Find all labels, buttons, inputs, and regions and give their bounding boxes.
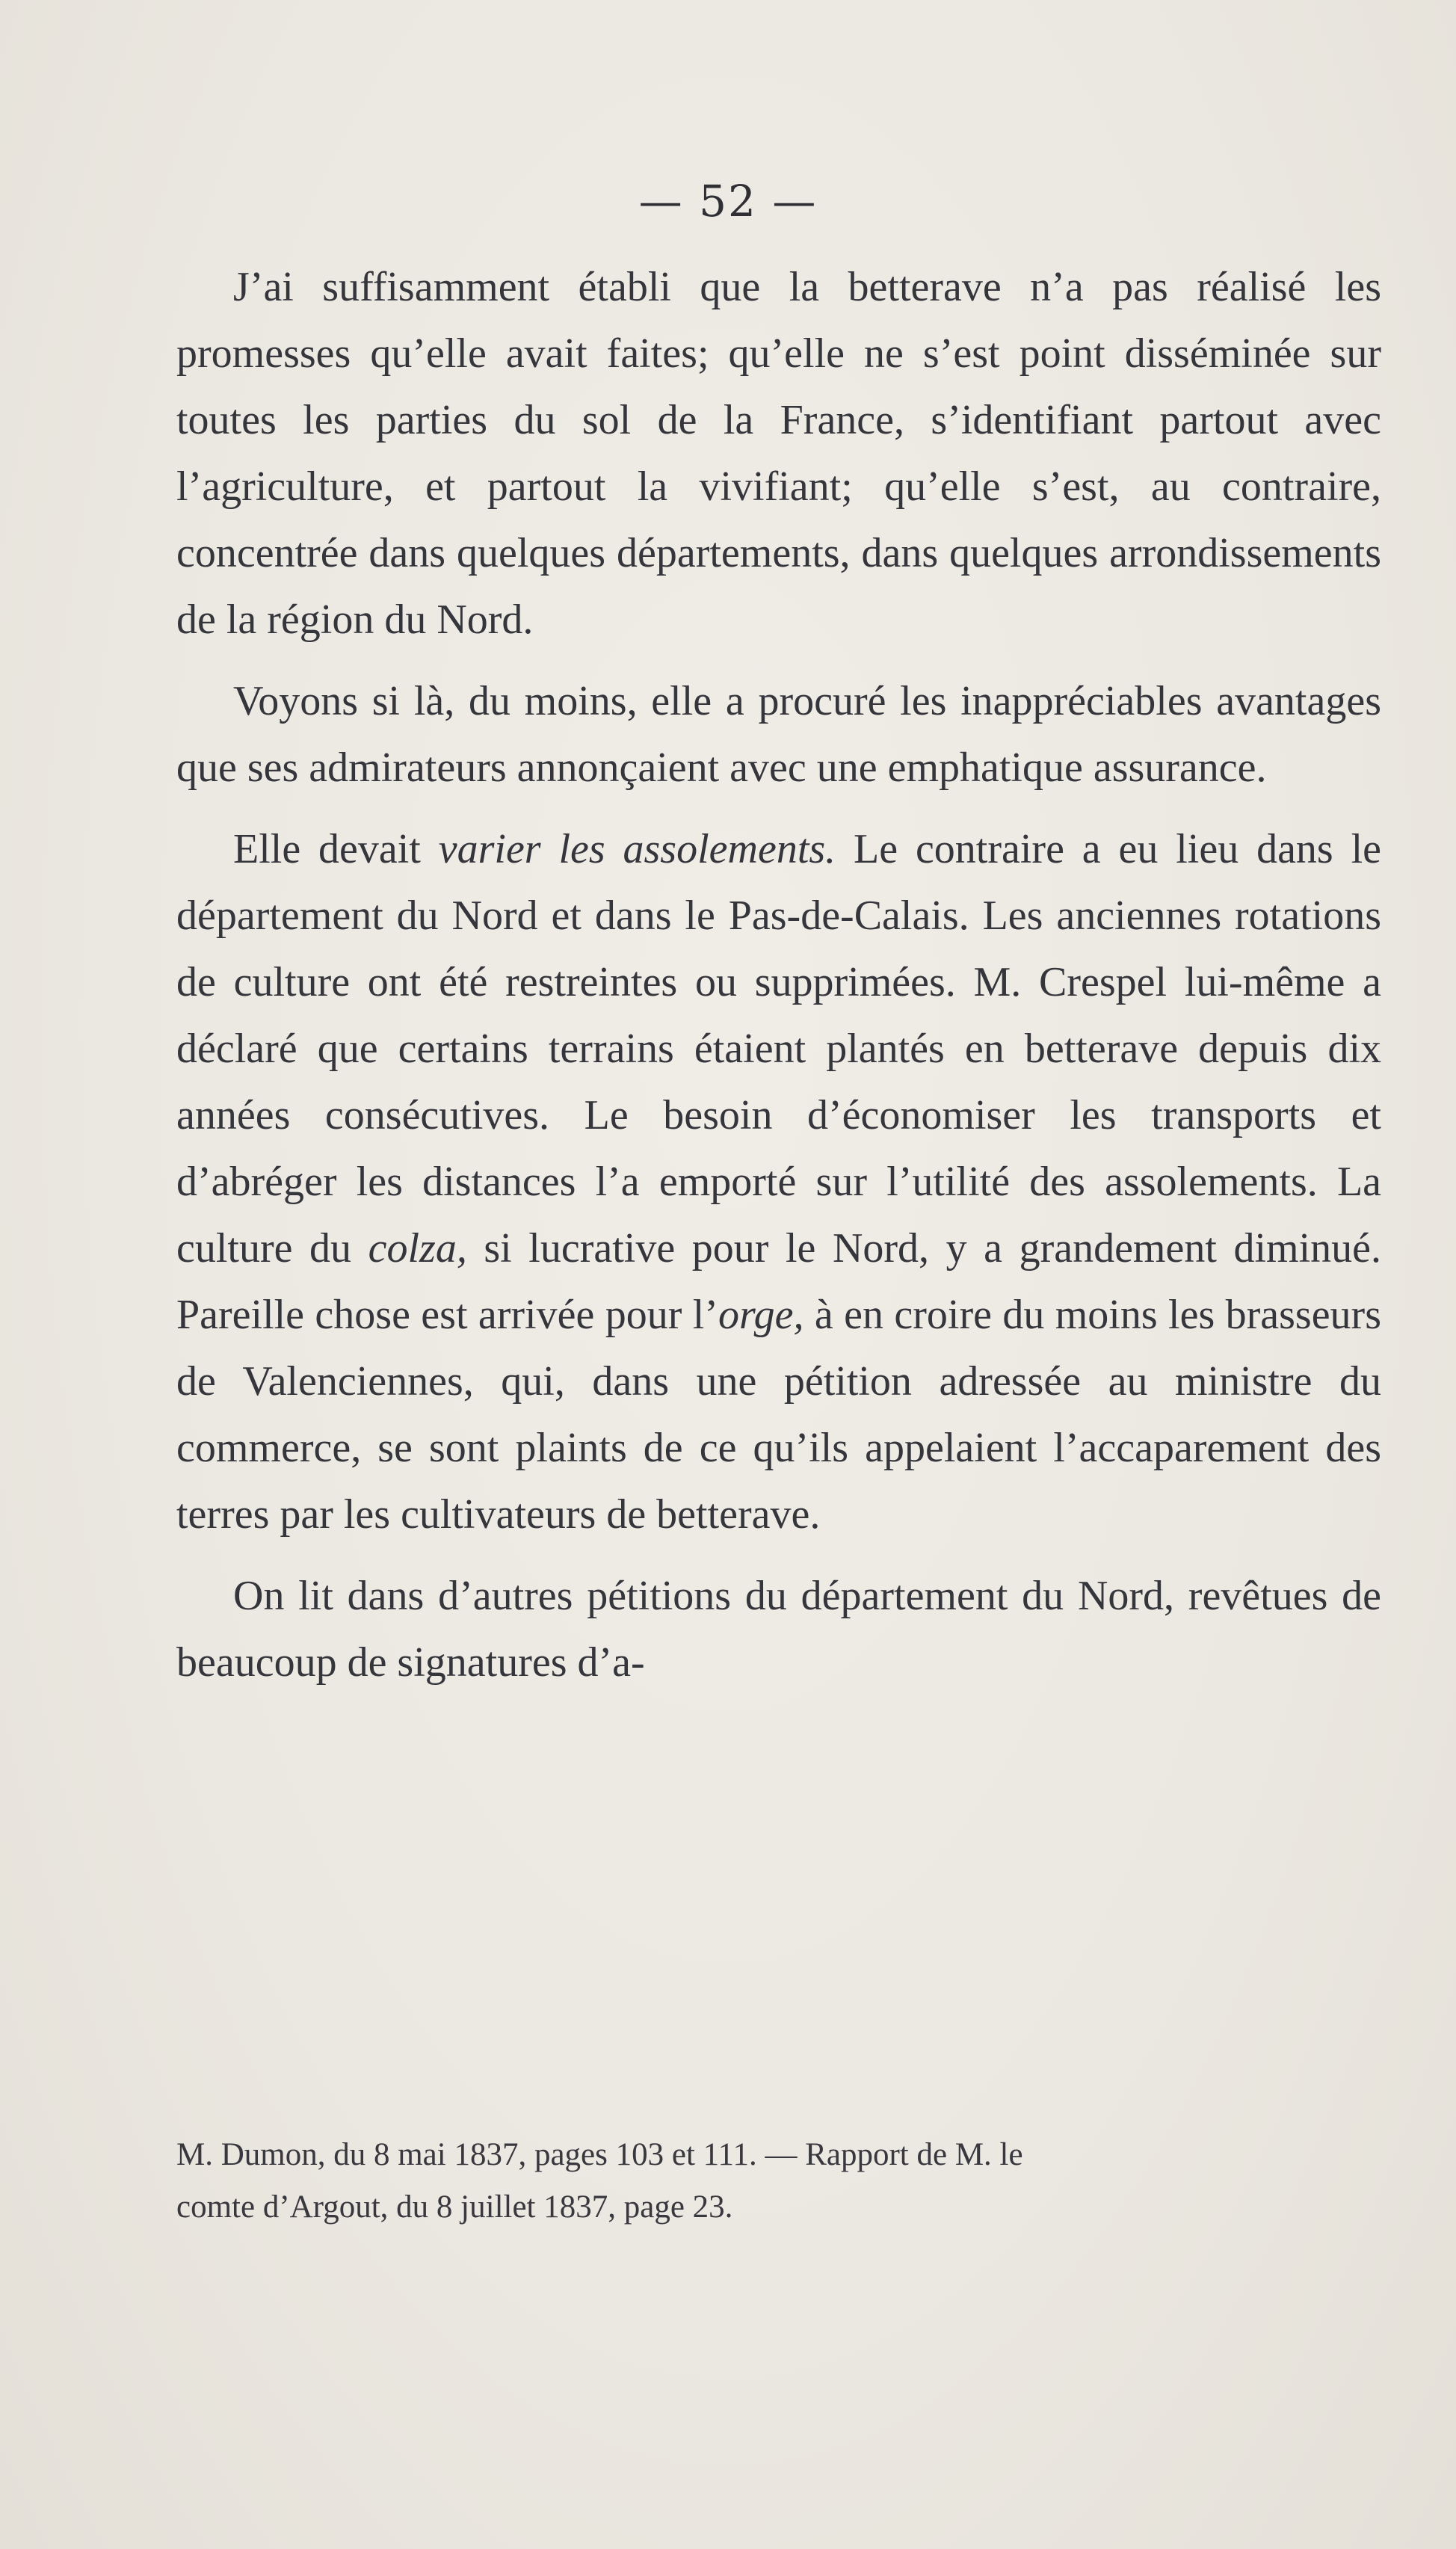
italic-orge: orge, — [718, 1292, 804, 1338]
paragraph-1: J’ai suffisamment établi que la betterave n’a pas réalisé les promesses qu’elle avait faites; qu’elle ne s’est point disséminée sur toutes les parties du sol de la France, s’identifiant partout avec l’agriculture, et partout la vivifiant; qu’elle s’est, au contraire, concentrée dans quelques départements, dans quelques arrondissements de la région du Nord. — [176, 264, 1381, 643]
footnote — [176, 2129, 1381, 2234]
body-text — [176, 254, 1381, 1711]
paragraph-3-text-e: si lucrative pour le Nord, y a grandement diminué. Pareille chose est arrivée pour l’ — [176, 1225, 1381, 1338]
paragraph-3-text-a: Elle devait — [233, 826, 439, 872]
paragraph-2: Voyons si là, du moins, elle a procuré les inappréciables avantages que ses admirateurs annonçaient avec une emphatique assurance. — [176, 678, 1381, 791]
paragraph-3-text-g: à en croire du moins les brasseurs de Valenciennes, qui, dans une pétition adressée au ministre du commerce, se sont plaints de ce qu’ils appelaient l’accaparement des terres par les cultivateurs de betterave. — [176, 1292, 1382, 1538]
footnote-line-2: comte d’Argout, du 8 juillet 1837, page 23. — [176, 2189, 733, 2225]
italic-colza: colza, — [368, 1225, 467, 1272]
paragraph-3 — [176, 816, 1381, 1548]
page-number: — 52 — — [638, 176, 818, 226]
paragraph-4: On lit dans d’autres pétitions du département du Nord, revêtues de beaucoup de signatures d’a- — [176, 1573, 1381, 1686]
paragraph-3-text-c: Le contraire a eu lieu dans le département du Nord et dans le Pas-de-Calais. Les anciennes rotations de culture ont été restreintes ou supprimées. M. Crespel lui-même a déclaré que certains terrains étaient plantés en betterave depuis dix années consécutives. Le besoin d’économiser les transports et d’abréger les distances l’a emporté sur l’utilité des assolements. La culture du — [176, 826, 1381, 1272]
footnote-line-1: M. Dumon, du 8 mai 1837, pages 103 et 111. — Rapport de M. le — [176, 2137, 1023, 2172]
italic-varier-les-assolements: varier les assolements. — [438, 826, 836, 872]
